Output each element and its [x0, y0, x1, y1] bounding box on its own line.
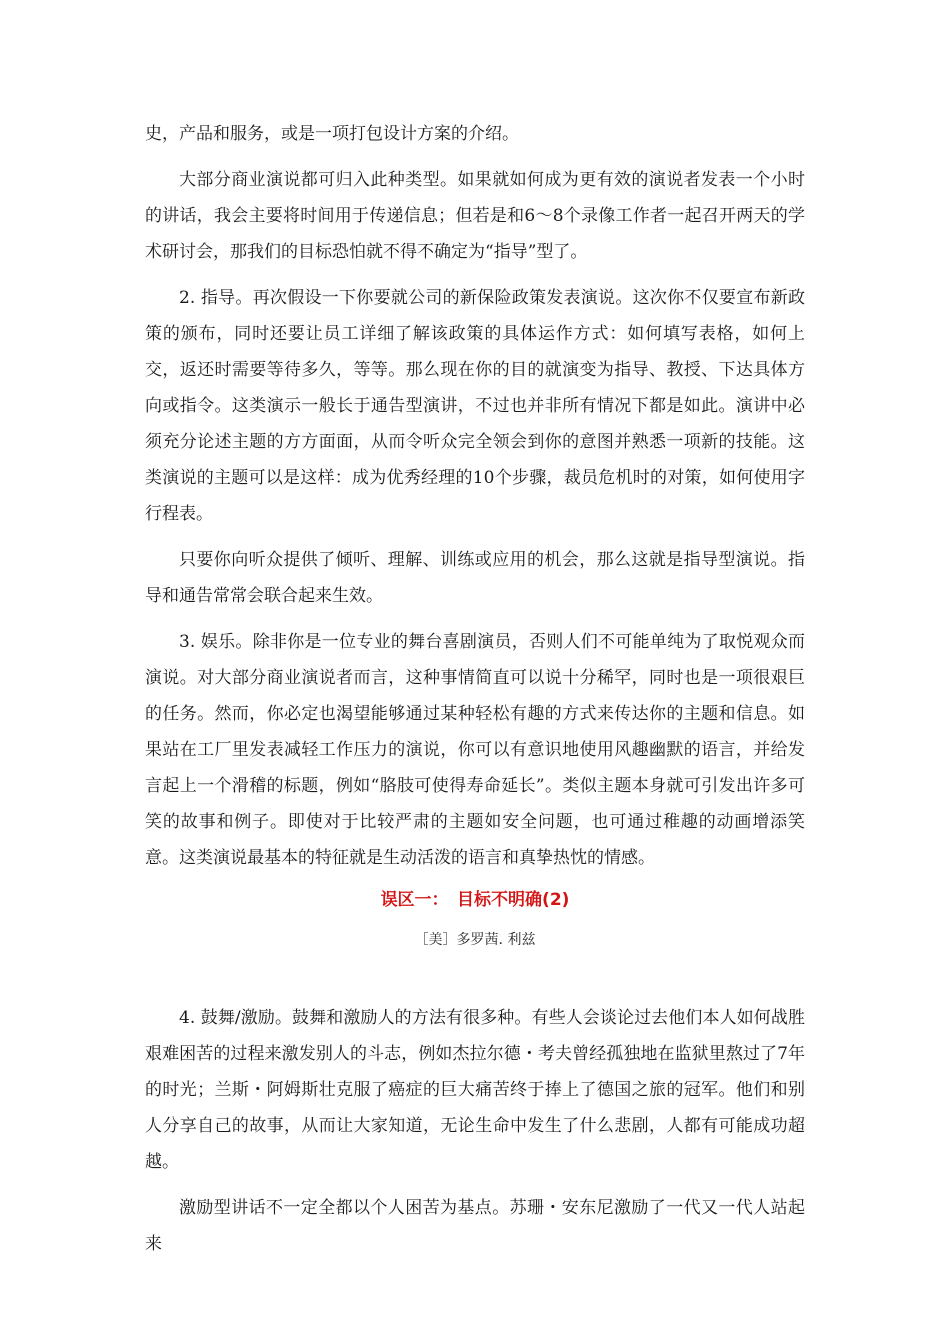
body-text-bottom	[145, 1000, 805, 1262]
paragraph-instruct: 2. 指导。再次假设一下你要就公司的新保险政策发表演说。这次你不仅要宣布新政策的颁布，同时还要让员工详细了解该政策的具体运作方式：如何填写表格，如何上交，返还时需要等待多久，等等。那么现在你的目的就演变为指导、教授、下达具体方向或指令。这类演示一般长于通告型演讲，不过也并非所有情况下都是如此。演讲中必须充分论述主题的方方面面，从而令听众完全领会到你的意图并熟悉一项新的技能。这类演说的主题可以是这样：成为优秀经理的10个步骤，裁员危机时的对策，如何使用字行程表。	[145, 288, 805, 524]
paragraph: 史，产品和服务，或是一项打包设计方案的介绍。	[145, 124, 519, 144]
paragraph: 大部分商业演说都可归入此种类型。如果就如何成为更有效的演说者发表一个小时的讲话，我会主要将时间用于传递信息；但若是和6～8个录像工作者一起召开两天的学术研讨会，那我们的目标恐怕就不得不确定为“指导”型了。	[145, 170, 805, 262]
section-title: 误区一： 目标不明确(2)	[380, 890, 570, 910]
paragraph-entertain: 3. 娱乐。除非你是一位专业的舞台喜剧演员，否则人们不可能单纯为了取悦观众而演说。对大部分商业演说者而言，这种事情简直可以说十分稀罕，同时也是一项很艰巨的任务。然而，你必定也渴望能够通过某种轻松有趣的方式来传达你的主题和信息。如果站在工厂里发表减轻工作压力的演说，你可以有意识地使用风趣幽默的语言，并给发言起上一个滑稽的标题，例如“胳肢可使得寿命延长”。类似主题本身就可引发出许多可笑的故事和例子。即使对于比较严肃的主题如安全问题，也可通过稚趣的动画增添笑意。这类演说最基本的特征就是生动活泼的语言和真挚热忱的情感。	[145, 632, 805, 868]
paragraph: 只要你向听众提供了倾听、理解、训练或应用的机会，那么这就是指导型演说。指导和通告常常会联合起来生效。	[145, 550, 805, 606]
paragraph: 激励型讲话不一定全都以个人困苦为基点。苏珊・安东尼激励了一代又一代人站起来	[145, 1198, 805, 1254]
paragraph-inspire: 4. 鼓舞/激励。鼓舞和激励人的方法有很多种。有些人会谈论过去他们本人如何战胜艰难困苦的过程来激发别人的斗志，例如杰拉尔德・考夫曾经孤独地在监狱里熬过了7年的时光；兰斯・阿姆斯壮克服了癌症的巨大痛苦终于捧上了德国之旅的冠军。他们和别人分享自己的故事，从而让大家知道，无论生命中发生了什么悲剧，人都有可能成功超越。	[145, 1008, 805, 1172]
section-author: ［美］多罗茜. 利兹	[414, 932, 536, 948]
body-text-top	[145, 116, 805, 876]
